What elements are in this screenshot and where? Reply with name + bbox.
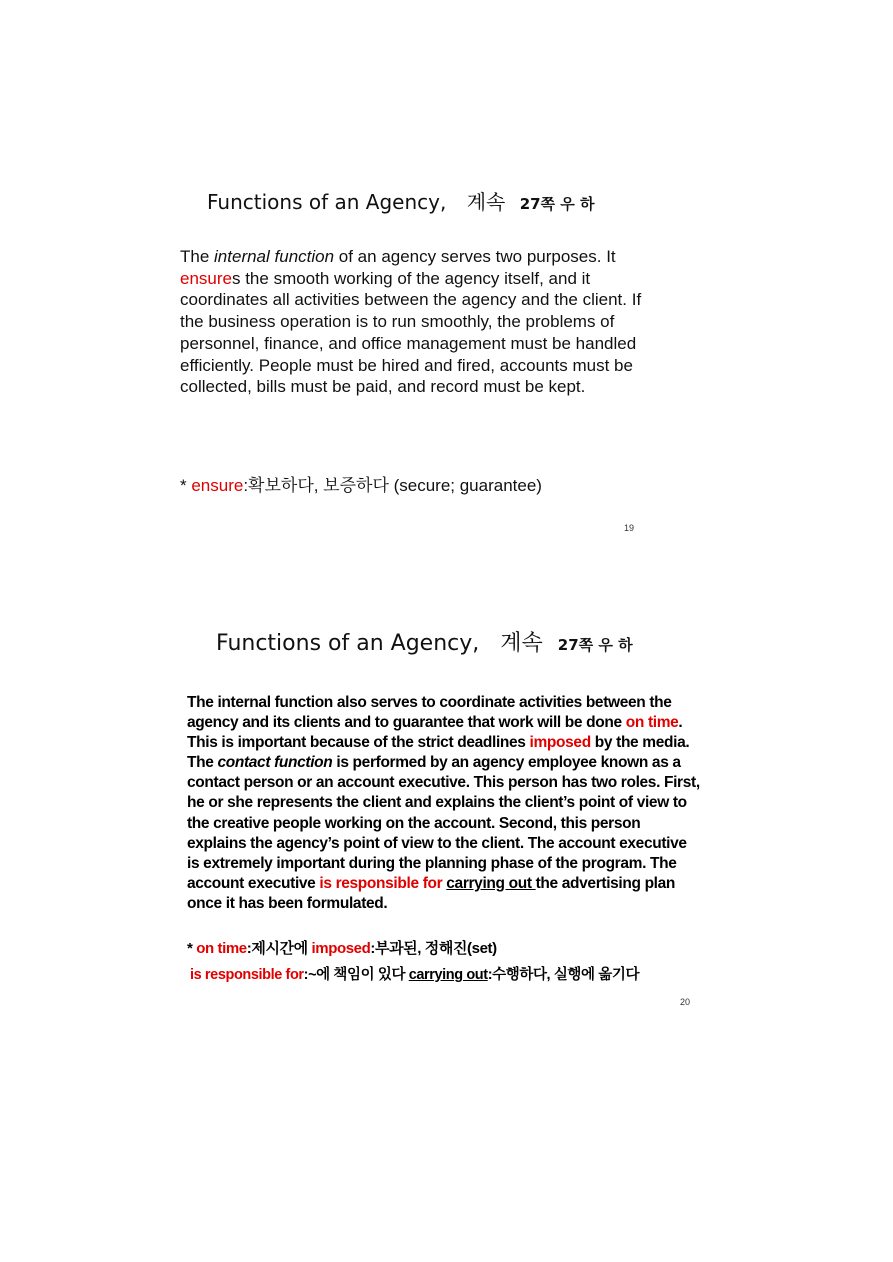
- slide-19: [0, 0, 893, 560]
- paragraph-text: of an agency serves two purposes. It: [334, 247, 616, 266]
- vocab-note: [187, 937, 497, 958]
- title-page-reference: 27쪽 우 하: [557, 636, 633, 654]
- paragraph-text: The: [180, 247, 215, 266]
- paragraph: [180, 246, 650, 398]
- note-term: imposed: [311, 940, 371, 957]
- paragraph-text: s the smooth working of the agency itself, and it coordinates all activities between the agency and the client. If the business operation is to run smoothly, the problems of personnel, finance, and office management must be handled efficiently. People must be hired and fired, accounts must be collected, bills must be paid, and record must be kept.: [180, 268, 642, 397]
- highlight-term: on time: [625, 714, 679, 732]
- paragraph-text: is performed by an agency employee known as a contact person or an account executive. This person has two roles. First, he or she represents the client and explains the client’s point of view to the creative people working on the account. Second, this person explains the agency’s point of view to the client. The account executive is extremely important during the planning phase of the program. The account executive: [187, 754, 700, 892]
- note-bullet: *: [180, 476, 192, 495]
- paragraph-text: . This is important because of the strict deadlines: [187, 714, 683, 752]
- paragraph-text: by the media. The: [187, 734, 690, 772]
- title-text: Functions of an Agency,: [216, 631, 480, 656]
- page-number: 20: [680, 997, 691, 1007]
- note-definition: :제시간에: [246, 940, 312, 957]
- slide-20: [0, 560, 893, 1020]
- underlined-term: carrying out: [446, 874, 536, 892]
- paragraph-text: the advertising plan once it has been formulated.: [187, 874, 676, 912]
- note-definition: :수행하다, 실행에 옮기다: [487, 967, 640, 983]
- italic-term: internal function: [214, 247, 335, 266]
- highlight-term: is responsible for: [319, 874, 443, 892]
- vocab-note: [190, 963, 639, 984]
- title-text: Functions of an Agency,: [207, 190, 447, 214]
- slide-title: [216, 626, 633, 657]
- vocab-note: [180, 471, 542, 496]
- slide-title: [207, 186, 594, 215]
- note-definition: :부과된, 정해진(set): [370, 940, 497, 957]
- note-definition: :~에 책임이 있다: [303, 967, 409, 983]
- note-term: is responsible for: [190, 967, 304, 983]
- highlight-term: imposed: [529, 734, 591, 752]
- note-bullet: *: [187, 940, 197, 957]
- note-definition: :확보하다, 보증하다 (secure; guarantee): [243, 476, 542, 495]
- paragraph-text: The internal function also serves to coordinate activities between the agency and its clients and to guarantee that work will be done: [187, 694, 672, 732]
- note-term: on time: [196, 940, 247, 957]
- title-korean: 계속: [500, 631, 543, 656]
- title-page-reference: 27쪽 우 하: [519, 195, 595, 213]
- paragraph: [187, 693, 702, 914]
- title-korean: 계속: [466, 190, 506, 214]
- italic-term: contact function: [217, 754, 333, 772]
- note-underlined-term: carrying out: [408, 967, 488, 983]
- note-term: ensure: [191, 476, 244, 495]
- page-number: 19: [624, 523, 635, 533]
- highlight-term: ensure: [180, 268, 232, 288]
